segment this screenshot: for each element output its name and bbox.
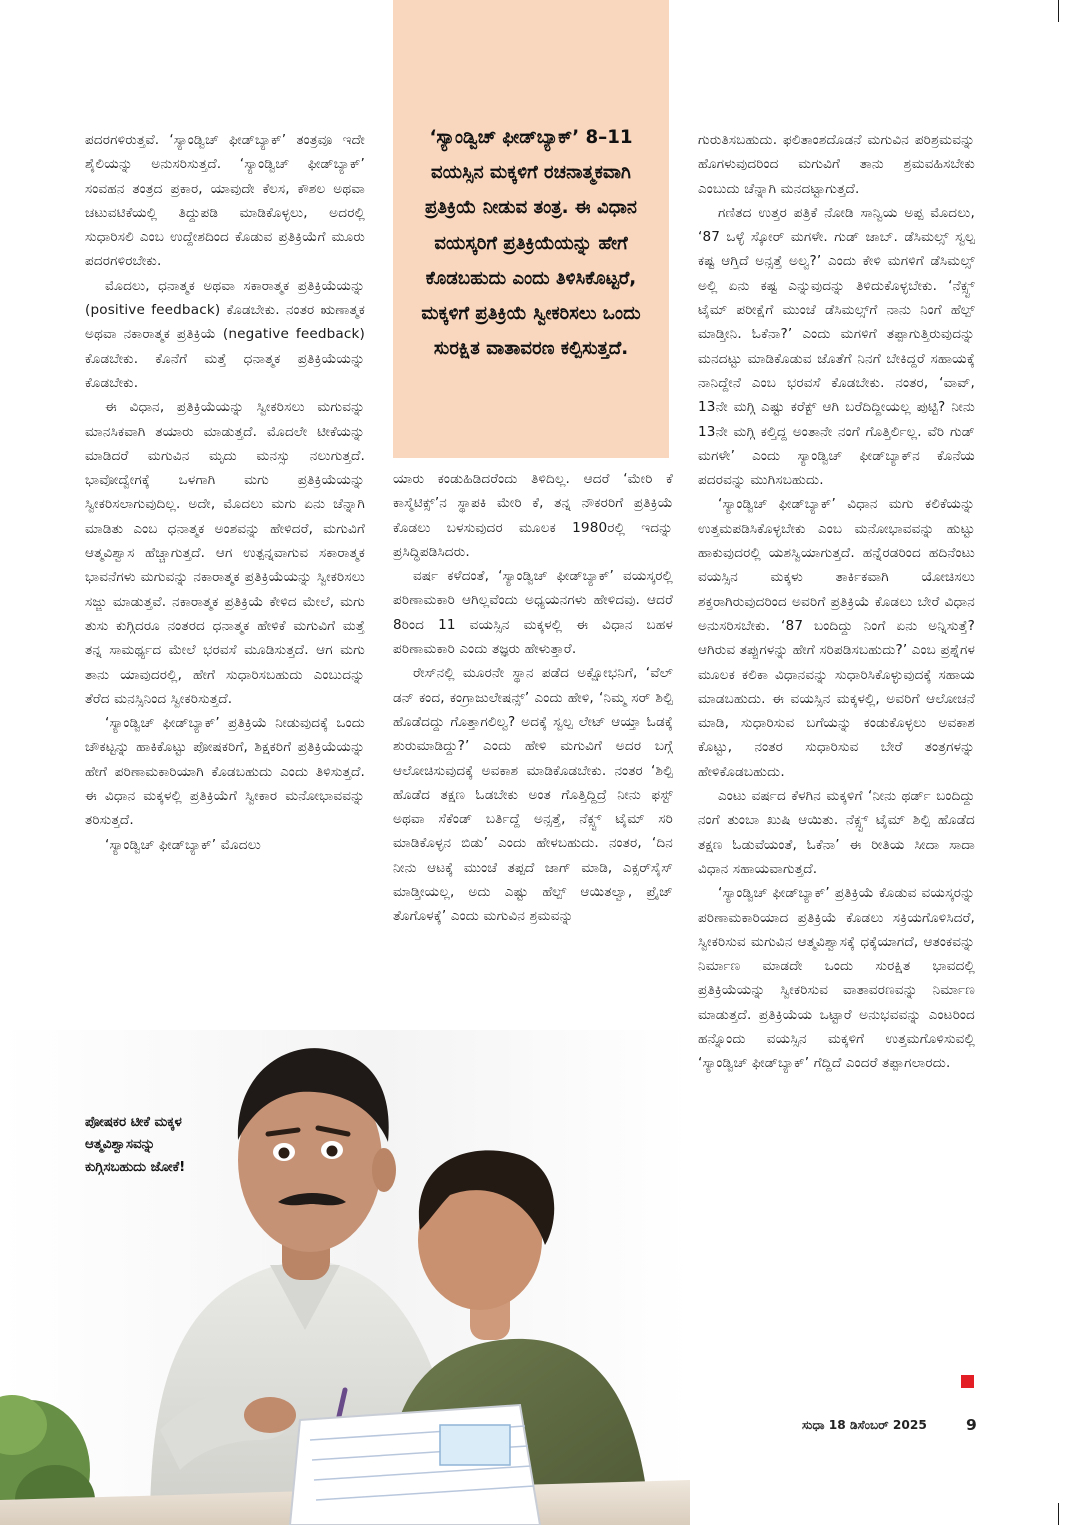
footer-publication: ಸುಧಾ 18 ಡಿಸೆಂಬರ್ 2025	[802, 1418, 927, 1432]
article-column-3	[698, 128, 975, 1076]
paragraph: ವರ್ಷ ಕಳೆದಂತೆ, ‘ಸ್ಯಾಂಡ್ವಿಚ್ ಫೀಡ್‌ಬ್ಯಾಕ್’ ವಯಸ್ಕರಲ್ಲಿ ಪರಿಣಾಮಕಾರಿ ಆಗಿಲ್ಲವೆಂದು ಅಧ್ಯಯನಗಳು ಹೇಳಿದವು. ಆದರೆ 8ರಿಂದ 11 ವಯಸ್ಸಿನ ಮಕ್ಕಳಲ್ಲಿ ಈ ವಿಧಾನ ಬಹಳ ಪರಿಣಾಮಕಾರಿ ಎಂದು ತಜ್ಞರು ಹೇಳುತ್ತಾರೆ.	[393, 568, 673, 658]
paragraph: ‘ಸ್ಯಾಂಡ್ವಿಚ್ ಫೀಡ್‌ಬ್ಯಾಕ್’ ಪ್ರತಿಕ್ರಿಯೆ ಕೊಡುವ ವಯಸ್ಕರನ್ನು ಪರಿಣಾಮಕಾರಿಯಾದ ಪ್ರತಿಕ್ರಿಯೆ ಕೊಡಲು ಸಕ್ರಿಯಗೊಳಿಸಿದರೆ, ಸ್ವೀಕರಿಸುವ ಮಗುವಿನ ಆತ್ಮವಿಶ್ವಾಸಕ್ಕೆ ಧಕ್ಕೆಯಾಗದೆ, ಆತಂಕವನ್ನು ನಿರ್ಮಾಣ ಮಾಡದೇ ಒಂದು ಸುರಕ್ಷಿತ ಭಾವದಲ್ಲಿ ಪ್ರತಿಕ್ರಿಯೆಯನ್ನು ಸ್ವೀಕರಿಸುವ ವಾತಾವರಣವನ್ನು ನಿರ್ಮಾಣ ಮಾಡುತ್ತದೆ. ಪ್ರತಿಕ್ರಿಯೆಯ ಒಟ್ಟಾರೆ ಅನುಭವವನ್ನು ಎಂಟರಿಂದ ಹನ್ನೊಂದು ವಯಸ್ಸಿನ ಮಕ್ಕಳಿಗೆ ಉತ್ತಮಗೊಳಿಸುವಲ್ಲಿ ‘ಸ್ಯಾಂಡ್ವಿಚ್ ಫೀಡ್‌ಬ್ಯಾಕ್’ ಗೆದ್ದಿದೆ ಎಂದರೆ ತಪ್ಪಾಗಲಾರದು.	[698, 885, 975, 1072]
paragraph: ಎಂಟು ವರ್ಷದ ಕೆಳಗಿನ ಮಕ್ಕಳಿಗೆ ‘ನೀನು ಥರ್ಡ್ ಬಂದಿದ್ದು ನಂಗೆ ತುಂಬಾ ಖುಷಿ ಆಯಿತು. ನೆಕ್ಸ್ಟ್ ಟೈಮ್ ಶಿಲ್ಪಿ ಹೊಡೆದ ತಕ್ಷಣ ಓಡುವೆಯಂತೆ, ಓಕೆನಾ’ ಈ ರೀತಿಯ ಸೀದಾ ಸಾದಾ ವಿಧಾನ ಸಹಾಯವಾಗುತ್ತದೆ.	[698, 788, 975, 877]
paragraph: ‘ಸ್ಯಾಂಡ್ವಿಚ್ ಫೀಡ್‌ಬ್ಯಾಕ್’ ವಿಧಾನ ಮಗು ಕಲಿಕೆಯನ್ನು ಉತ್ತಮಪಡಿಸಿಕೊಳ್ಳಬೇಕು ಎಂಬ ಮನೋಭಾವವನ್ನು ಹುಟ್ಟು ಹಾಕುವುದರಲ್ಲಿ ಯಶಸ್ವಿಯಾಗುತ್ತದೆ. ಹನ್ನೆರಡರಿಂದ ಹದಿನೆಂಟು ವಯಸ್ಸಿನ ಮಕ್ಕಳು ತಾರ್ಕಿಕವಾಗಿ ಯೋಚಿಸಲು ಶಕ್ತರಾಗಿರುವುದರಿಂದ ಅವರಿಗೆ ಪ್ರತಿಕ್ರಿಯೆ ಕೊಡಲು ಬೇರೆ ವಿಧಾನ ಅನುಸರಿಸಬೇಕು. ‘87 ಬಂದಿದ್ದು ನಿಂಗೆ ಏನು ಅನ್ನಿಸುತ್ತೆ? ಆಗಿರುವ ತಪ್ಪುಗಳನ್ನು ಹೇಗೆ ಸರಿಪಡಿಸಬಹುದು?’ ಎಂಬ ಪ್ರಶ್ನೆಗಳ ಮೂಲಕ ಕಲಿಕಾ ವಿಧಾನವನ್ನು ಸುಧಾರಿಸಿಕೊಳ್ಳುವುದಕ್ಕೆ ಸಹಾಯ ಮಾಡಬಹುದು. ಈ ವಯಸ್ಸಿನ ಮಕ್ಕಳಲ್ಲಿ, ಅವರಿಗೆ ಆಲೋಚನೆ ಮಾಡಿ, ಸುಧಾರಿಸುವ ಬಗೆಯನ್ನು ಕಂಡುಕೊಳ್ಳಲು ಅವಕಾಶ ಕೊಟ್ಟು, ನಂತರ ಸುಧಾರಿಸುವ ಬೇರೆ ತಂತ್ರಗಳನ್ನು ಹೇಳಿಕೊಡಬಹುದು.	[698, 496, 975, 780]
paragraph: ಮೊದಲು, ಧನಾತ್ಮಕ ಅಥವಾ ಸಕಾರಾತ್ಮಕ ಪ್ರತಿಕ್ರಿಯೆಯನ್ನು (positive feedback) ಕೊಡಬೇಕು. ನಂತರ ಋಣಾತ್ಮಕ ಅಥವಾ ನಕಾರಾತ್ಮಕ ಪ್ರತಿಕ್ರಿಯೆ (negative feedback) ಕೊಡಬೇಕು. ಕೊನೆಗೆ ಮತ್ತೆ ಧನಾತ್ಮಕ ಪ್ರತಿಕ್ರಿಯೆಯನ್ನು ಕೊಡಬೇಕು.	[85, 277, 365, 391]
paragraph: ‘ಸ್ಯಾಂಡ್ವಿಚ್ ಫೀಡ್‌ಬ್ಯಾಕ್’ ಮೊದಲು	[105, 836, 262, 853]
pull-quote-box	[393, 0, 669, 458]
father-son-illustration	[0, 1030, 690, 1525]
paragraph: ಪದರಗಳಿರುತ್ತವೆ. ‘ಸ್ಯಾಂಡ್ವಿಚ್ ಫೀಡ್‌ಬ್ಯಾಕ್’ ತಂತ್ರವೂ ಇದೇ ಶೈಲಿಯನ್ನು ಅನುಸರಿಸುತ್ತದೆ. ‘ಸ್ಯಾಂಡ್ವಿಚ್ ಫೀಡ್‌ಬ್ಯಾಕ್’ ಸಂವಹನ ತಂತ್ರದ ಪ್ರಕಾರ, ಯಾವುದೇ ಕೆಲಸ, ಕೌಶಲ ಅಥವಾ ಚಟುವಟಿಕೆಯಲ್ಲಿ ತಿದ್ದುಪಡಿ ಮಾಡಿಕೊಳ್ಳಲು, ಅದರಲ್ಲಿ ಸುಧಾರಿಸಲಿ ಎಂಬ ಉದ್ದೇಶದಿಂದ ಕೊಡುವ ಪ್ರತಿಕ್ರಿಯೆಗೆ ಮೂರು ಪದರಗಳಿರಬೇಕು.	[85, 132, 365, 270]
photo-caption: ಪೋಷಕರ ಟೀಕೆ ಮಕ್ಕಳ ಆತ್ಮವಿಶ್ವಾಸವನ್ನು ಕುಗ್ಗಿಸಬಹುದು ಜೋಕೆ!	[85, 1115, 186, 1175]
article-column-2	[393, 467, 673, 929]
paragraph: ರೇಸ್‌ನಲ್ಲಿ ಮೂರನೇ ಸ್ಥಾನ ಪಡೆದ ಅಕ್ಷೋಭನಿಗೆ, ‘ವೆಲ್ ಡನ್ ಕಂದ, ಕಂಗ್ರಾಜುಲೇಷನ್ಸ್’ ಎಂದು ಹೇಳಿ, ‘ನಿಮ್ಮ ಸರ್ ಶಿಲ್ಪಿ ಹೊಡೆದದ್ದು ಗೊತ್ತಾಗಲಿಲ್ವ? ಅದಕ್ಕೆ ಸ್ವಲ್ಪ ಲೇಟ್ ಆಯ್ತಾ ಓಡಕ್ಕೆ ಶುರುಮಾಡಿದ್ದು?’ ಎಂದು ಹೇಳಿ ಮಗುವಿಗೆ ಅದರ ಬಗ್ಗೆ ಆಲೋಚಿಸುವುದಕ್ಕೆ ಅವಕಾಶ ಮಾಡಿಕೊಡಬೇಕು. ನಂತರ ‘ಶಿಲ್ಪಿ ಹೊಡೆದ ತಕ್ಷಣ ಓಡಬೇಕು ಅಂತ ಗೊತ್ತಿದ್ದಿದ್ರೆ ನೀನು ಫಸ್ಟ್ ಅಥವಾ ಸೆಕೆಂಡ್ ಬರ್ತಿದ್ದೆ ಅನ್ಸತ್ತೆ, ನೆಕ್ಸ್ಟ್ ಟೈಮ್ ಸರಿ ಮಾಡಿಕೊಳ್ಳನ ಬಿಡು’ ಎಂದು ಹೇಳಬಹುದು. ನಂತರ, ‘ದಿನ ನೀನು ಆಟಕ್ಕೆ ಮುಂಚೆ ತಪ್ಪದೆ ಜಾಗ್ ಮಾಡಿ, ಎಕ್ಸರ್‌ಸೈಸ್ ಮಾಡ್ತೀಯಲ್ಲ, ಅದು ಎಷ್ಟು ಹೆಲ್ಪ್ ಆಯಿತಲ್ವಾ, ಪ್ರೈಜ್ ತೊಗೊಳಕ್ಕೆ’ ಎಂದು ಮಗುವಿನ ಶ್ರಮವನ್ನು	[393, 665, 673, 925]
article-end-mark	[961, 1375, 974, 1388]
pull-quote-text: ‘ಸ್ಯಾಂಡ್ವಿಚ್ ಫೀಡ್‌ಬ್ಯಾಕ್’ 8–11 ವಯಸ್ಸಿನ ಮಕ್ಕಳಿಗೆ ರಚನಾತ್ಮಕವಾಗಿ ಪ್ರತಿಕ್ರಿಯೆ ನೀಡುವ ತಂತ್ರ. ಈ ವಿಧಾನ ವಯಸ್ಕರಿಗೆ ಪ್ರತಿಕ್ರಿಯೆಯನ್ನು ಹೇಗೆ ಕೊಡಬಹುದು ಎಂದು ತಿಳಿಸಿಕೊಟ್ಟರೆ, ಮಕ್ಕಳಿಗೆ ಪ್ರತಿಕ್ರಿಯೆ ಸ್ವೀಕರಿಸಲು ಒಂದು ಸುರಕ್ಷಿತ ವಾತಾವರಣ ಕಲ್ಪಿಸುತ್ತದೆ.	[421, 127, 641, 360]
article-photo	[0, 1030, 690, 1525]
article-column-1	[85, 128, 365, 857]
paragraph: ಯಾರು ಕಂಡುಹಿಡಿದರೆಂದು ತಿಳಿದಿಲ್ಲ. ಆದರೆ ‘ಮೇರಿ ಕೆ ಕಾಸ್ಮೆಟಿಕ್ಸ್’ನ ಸ್ಥಾಪಕಿ ಮೇರಿ ಕೆ, ತನ್ನ ನೌಕರರಿಗೆ ಪ್ರತಿಕ್ರಿಯೆ ಕೊಡಲು ಬಳಸುವುದರ ಮೂಲಕ 1980ರಲ್ಲಿ ಇದನ್ನು ಪ್ರಸಿದ್ಧಿಪಡಿಸಿದರು.	[393, 471, 673, 560]
paragraph: ಗುರುತಿಸಬಹುದು. ಫಲಿತಾಂಶದೊಡನೆ ಮಗುವಿನ ಪರಿಶ್ರಮವನ್ನು ಹೊಗಳುವುದರಿಂದ ಮಗುವಿಗೆ ತಾನು ಶ್ರಮವಹಿಸಬೇಕು ಎಂಬುದು ಚೆನ್ನಾಗಿ ಮನದಟ್ಟಾಗುತ್ತದೆ.	[698, 132, 975, 197]
paragraph: ‘ಸ್ಯಾಂಡ್ವಿಚ್ ಫೀಡ್‌ಬ್ಯಾಕ್’ ಪ್ರತಿಕ್ರಿಯೆ ನೀಡುವುದಕ್ಕೆ ಒಂದು ಚೌಕಟ್ಟನ್ನು ಹಾಕಿಕೊಟ್ಟು ಪೋಷಕರಿಗೆ, ಶಿಕ್ಷಕರಿಗೆ ಪ್ರತಿಕ್ರಿಯೆಯನ್ನು ಹೇಗೆ ಪರಿಣಾಮಕಾರಿಯಾಗಿ ಕೊಡಬಹುದು ಎಂದು ತಿಳಿಸುತ್ತದೆ. ಈ ವಿಧಾನ ಮಕ್ಕಳಲ್ಲಿ ಪ್ರತಿಕ್ರಿಯೆಗೆ ಸ್ವೀಕಾರ ಮನೋಭಾವವನ್ನು ತರಿಸುತ್ತದೆ.	[85, 715, 365, 829]
page-number: 9	[966, 1416, 977, 1434]
paragraph: ಗಣಿತದ ಉತ್ತರ ಪತ್ರಿಕೆ ನೋಡಿ ಸಾನ್ವಿಯ ಅಪ್ಪ ಮೊದಲು, ‘87 ಒಳ್ಳೆ ಸ್ಕೋರ್ ಮಗಳೇ. ಗುಡ್ ಜಾಬ್. ಡೆಸಿಮಲ್ಸ್ ಸ್ವಲ್ಪ ಕಷ್ಟ ಆಗ್ತಿದೆ ಅನ್ಸತ್ತೆ ಅಲ್ವ?’ ಎಂದು ಕೇಳಿ ಮಗಳಿಗೆ ಡೆಸಿಮಲ್ಸ್ ಅಲ್ಲಿ ಏನು ಕಷ್ಟ ಎನ್ನುವುದನ್ನು ತಿಳಿದುಕೊಳ್ಳಬೇಕು. ‘ನೆಕ್ಸ್ಟ್ ಟೈಮ್ ಪರೀಕ್ಷೆಗೆ ಮುಂಚೆ ಡೆಸಿಮಲ್ಸ್‌ಗೆ ನಾನು ನಿಂಗೆ ಹೆಲ್ಪ್ ಮಾಡ್ತೀನಿ. ಓಕೆನಾ?’ ಎಂದು ಮಗಳಿಗೆ ತಪ್ಪಾಗುತ್ತಿರುವುದನ್ನು ಮನದಟ್ಟು ಮಾಡಿಕೊಡುವ ಜೊತೆಗೆ ನಿನಗೆ ಬೇಕಿದ್ದರೆ ಸಹಾಯಕ್ಕೆ ನಾನಿದ್ದೇನೆ ಎಂಬ ಭರವಸೆ ಕೊಡಬೇಕು. ನಂತರ, ‘ವಾವ್, 13ನೇ ಮಗ್ಗಿ ಎಷ್ಟು ಕರೆಕ್ಟ್ ಆಗಿ ಬರೆದಿದ್ದೀಯಲ್ಲ ಪುಟ್ಟಿ? ನೀನು 13ನೇ ಮಗ್ಗಿ ಕಲ್ತಿದ್ದ ಅಂತಾನೇ ನಂಗೆ ಗೊತ್ತಿರ್ಲಿಲ್ಲ. ವೆರಿ ಗುಡ್ ಮಗಳೇ’ ಎಂದು ಸ್ಯಾಂಡ್ವಿಚ್ ಫೀಡ್‌ಬ್ಯಾಕ್‌ನ ಕೊನೆಯ ಪದರವನ್ನು ಮುಗಿಸಬಹುದು.	[698, 204, 975, 489]
crop-mark	[1058, 0, 1059, 22]
paragraph: ಈ ವಿಧಾನ, ಪ್ರತಿಕ್ರಿಯೆಯನ್ನು ಸ್ವೀಕರಿಸಲು ಮಗುವನ್ನು ಮಾನಸಿಕವಾಗಿ ತಯಾರು ಮಾಡುತ್ತದೆ. ಮೊದಲೇ ಟೀಕೆಯನ್ನು ಮಾಡಿದರೆ ಮಗುವಿನ ಮೃದು ಮನಸ್ಸು ನಲುಗುತ್ತದೆ. ಭಾವೋದ್ವೇಗಕ್ಕೆ ಒಳಗಾಗಿ ಮಗು ಪ್ರತಿಕ್ರಿಯೆಯನ್ನು ಸ್ವೀಕರಿಸಲಾಗುವುದಿಲ್ಲ. ಅದೇ, ಮೊದಲು ಮಗು ಏನು ಚೆನ್ನಾಗಿ ಮಾಡಿತು ಎಂಬ ಧನಾತ್ಮಕ ಅಂಶವನ್ನು ಹೇಳಿದರೆ, ಮಗುವಿಗೆ ಆತ್ಮವಿಶ್ವಾಸ ಹೆಚ್ಚಾಗುತ್ತದೆ. ಆಗ ಉತ್ಪನ್ನವಾಗುವ ಸಕಾರಾತ್ಮಕ ಭಾವನೆಗಳು ಮಗುವನ್ನು ನಕಾರಾತ್ಮಕ ಪ್ರತಿಕ್ರಿಯೆಯನ್ನು ಸ್ವೀಕರಿಸಲು ಸಜ್ಜು ಮಾಡುತ್ತವೆ. ನಕಾರಾತ್ಮಕ ಪ್ರತಿಕ್ರಿಯೆ ಕೇಳಿದ ಮೇಲೆ, ಮಗು ತುಸು ಕುಗ್ಗಿದರೂ ನಂತರದ ಧನಾತ್ಮಕ ಹೇಳಿಕೆ ಮಗುವಿಗೆ ಮತ್ತೆ ತನ್ನ ಸಾಮರ್ಥ್ಯದ ಮೇಲೆ ಭರವಸೆ ಮೂಡಿಸುತ್ತದೆ. ಆಗ ಮಗು ತಾನು ಯಾವುದರಲ್ಲಿ, ಹೇಗೆ ಸುಧಾರಿಸಬಹುದು ಎಂಬುದನ್ನು ತೆರೆದ ಮನಸ್ಸಿನಿಂದ ಸ್ವೀಕರಿಸುತ್ತದೆ.	[85, 399, 365, 707]
crop-mark	[1058, 1503, 1059, 1525]
